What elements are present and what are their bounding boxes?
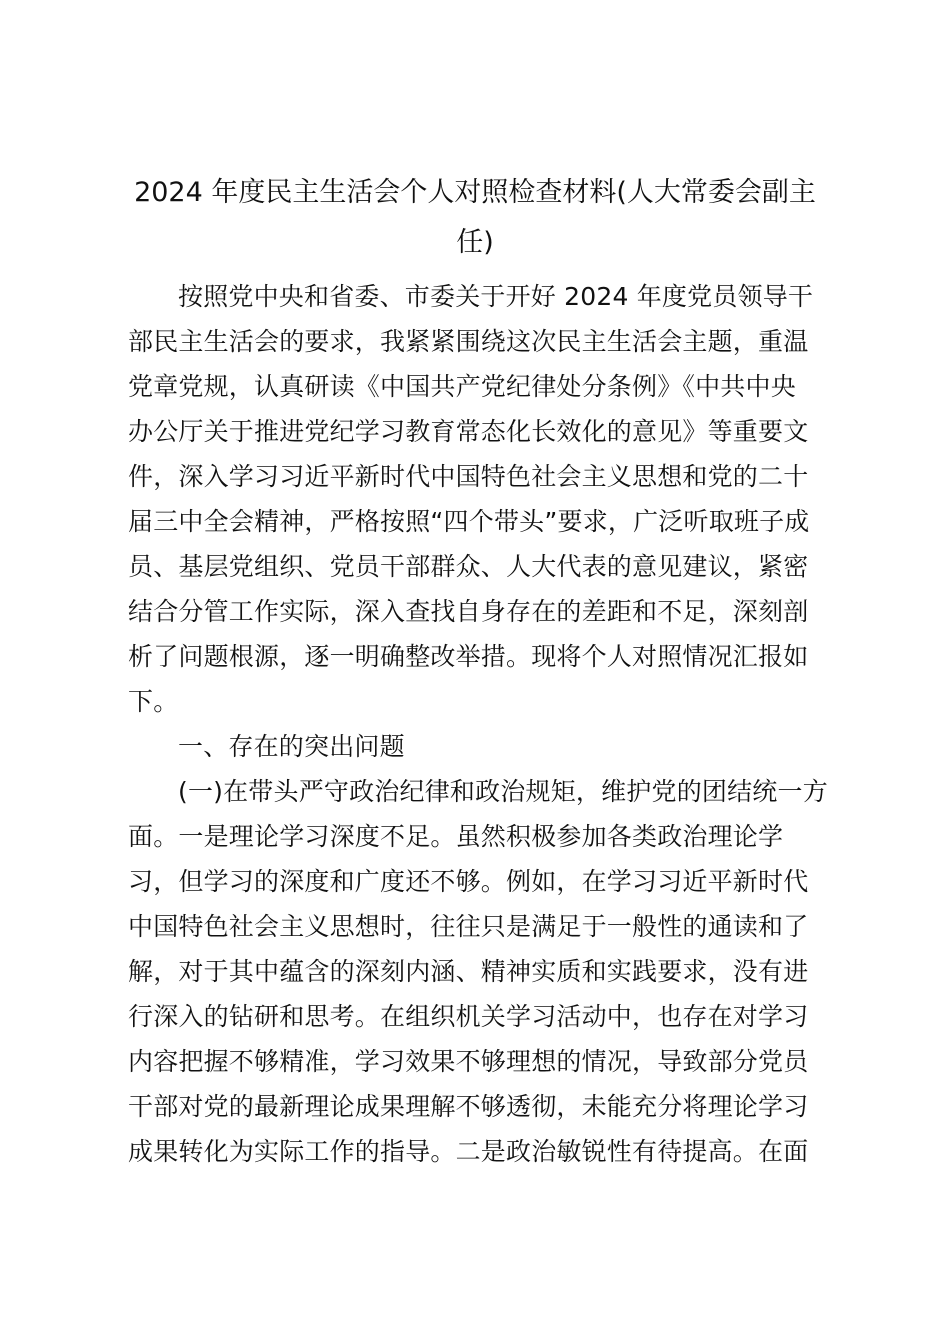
paragraph-line: 内容把握不够精准，学习效果不够理想的情况，导致部分党员 xyxy=(128,1047,809,1076)
paragraph-line: 析了问题根源，逐一明确整改举措。现将个人对照情况汇报如 xyxy=(128,642,809,671)
paragraph-line: 行深入的钻研和思考。在组织机关学习活动中，也存在对学习 xyxy=(128,1002,809,1031)
section-heading: 一、存在的突出问题 xyxy=(178,732,405,761)
paragraph-line: 结合分管工作实际，深入查找自身存在的差距和不足，深刻剖 xyxy=(128,597,809,626)
paragraph-line: 解，对于其中蕴含的深刻内涵、精神实质和实践要求，没有进 xyxy=(128,957,809,986)
paragraph-line: 下。 xyxy=(128,687,179,716)
paragraph-line: 习，但学习的深度和广度还不够。例如，在学习习近平新时代 xyxy=(128,867,809,896)
paragraph-line: 员、基层党组织、党员干部群众、人大代表的意见建议，紧密 xyxy=(128,552,809,581)
paragraph-line: 届三中全会精神，严格按照“四个带头”要求，广泛听取班子成 xyxy=(128,507,810,536)
paragraph-line: 干部对党的最新理论成果理解不够透彻，未能充分将理论学习 xyxy=(128,1092,809,1121)
paragraph-line: (一)在带头严守政治纪律和政治规矩，维护党的团结统一方 xyxy=(178,777,828,806)
paragraph-line: 面。一是理论学习深度不足。虽然积极参加各类政治理论学 xyxy=(128,822,784,851)
paragraph-line: 中国特色社会主义思想时，往往只是满足于一般性的通读和了 xyxy=(128,912,809,941)
paragraph-line: 党章党规，认真研读《中国共产党纪律处分条例》《中共中央 xyxy=(128,372,796,401)
document-title: 2024 年度民主生活会个人对照检查材料(人大常委会副主任) xyxy=(134,177,816,258)
paragraph-line: 按照党中央和省委、市委关于开好 2024 年度党员领导干 xyxy=(178,282,814,311)
paragraph-line: 件，深入学习习近平新时代中国特色社会主义思想和党的二十 xyxy=(128,462,809,491)
paragraph-line: 成果转化为实际工作的指导。二是政治敏锐性有待提高。在面 xyxy=(128,1137,809,1166)
paragraph-line: 办公厅关于推进党纪学习教育常态化长效化的意见》等重要文 xyxy=(128,417,809,446)
paragraph-line: 部民主生活会的要求，我紧紧围绕这次民主生活会主题，重温 xyxy=(128,327,809,356)
